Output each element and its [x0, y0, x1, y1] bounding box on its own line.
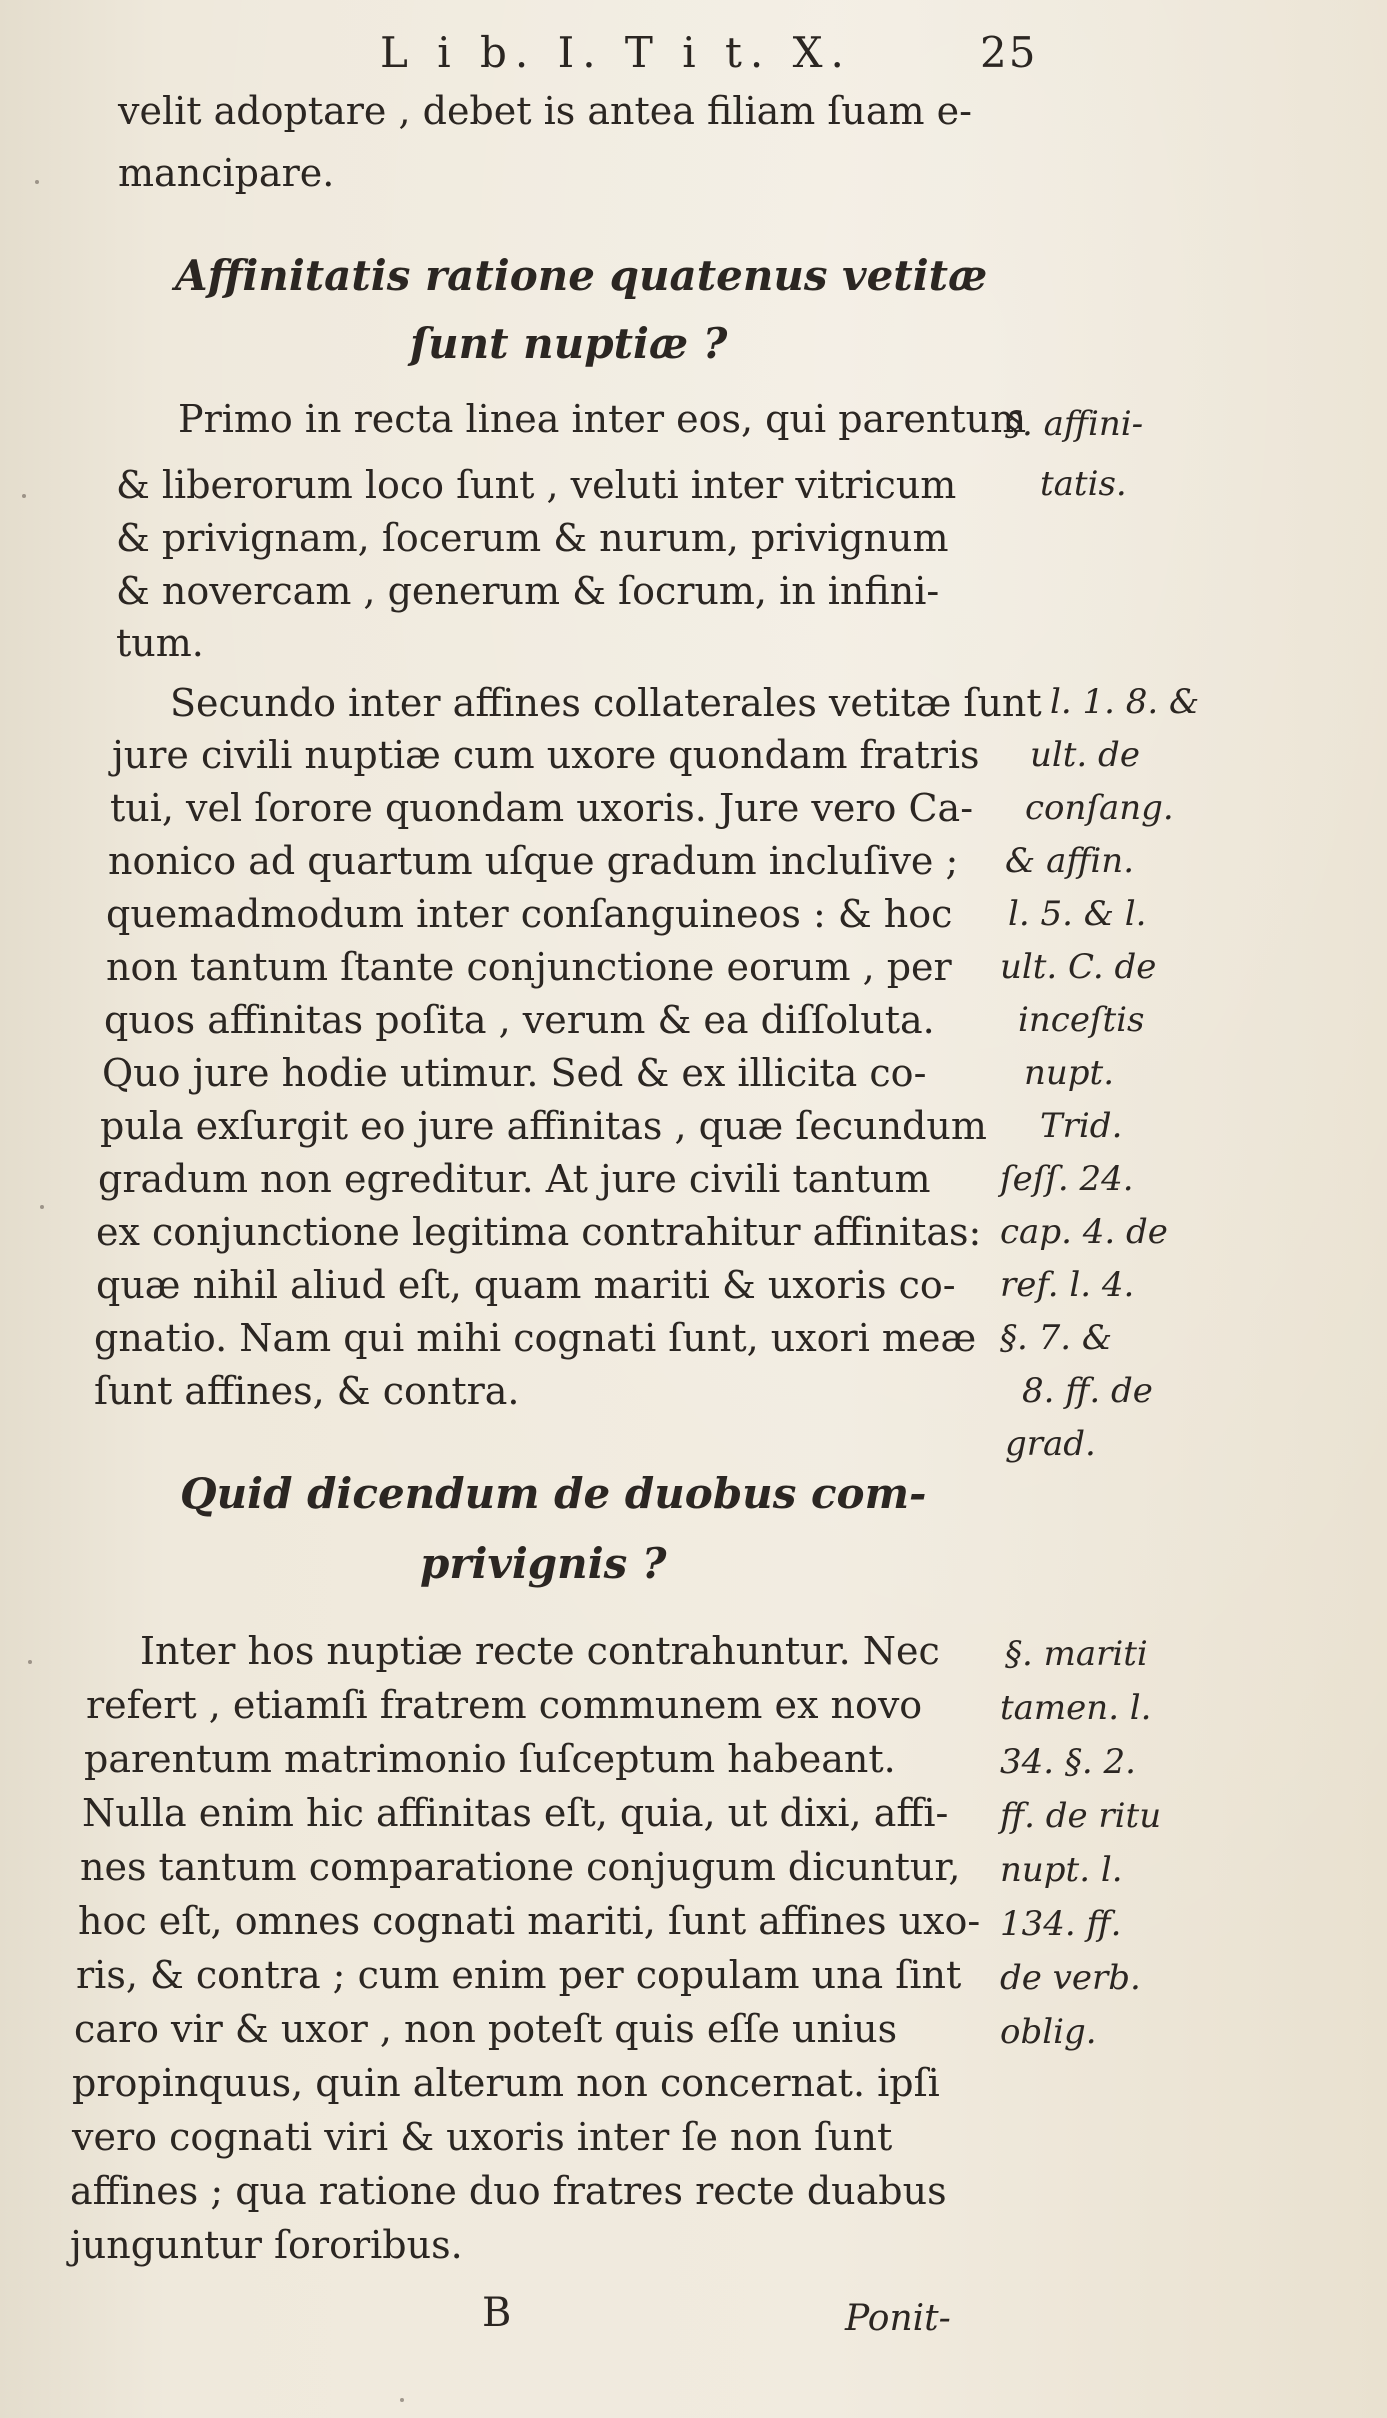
text-line: tum.: [116, 621, 204, 665]
text-line: jure civili nuptiæ cum uxore quondam fratris: [112, 733, 980, 777]
text-line: quos affinitas poſita , verum & ea diſſoluta.: [104, 998, 935, 1042]
margin-note: ff. de ritu: [1000, 1796, 1162, 1836]
margin-note: 8. ff. de: [1022, 1371, 1153, 1411]
margin-note: cap. 4. de: [1000, 1212, 1168, 1252]
paper-speck: [40, 1205, 44, 1209]
paper-speck: [400, 2398, 404, 2402]
text-line: ex conjunctione legitima contrahitur affinitas:: [96, 1210, 982, 1254]
text-line: ris, & contra ; cum enim per copulam una ſint: [76, 1953, 962, 1997]
signature-mark: B: [482, 2290, 512, 2336]
text-line: affines ; qua ratione duo fratres recte duabus: [70, 2169, 947, 2213]
paper-speck: [35, 180, 39, 184]
margin-note: ſeſſ. 24.: [1000, 1159, 1134, 1199]
margin-note: oblig.: [1000, 2012, 1097, 2052]
text-line: parentum matrimonio ſuſceptum habeant.: [84, 1737, 896, 1781]
margin-note: de verb.: [1000, 1958, 1141, 1998]
margin-note: ult. C. de: [1000, 947, 1157, 987]
text-line: mancipare.: [118, 151, 335, 195]
text-line: gradum non egreditur. At jure civili tantum: [98, 1157, 931, 1201]
text-line: Nulla enim hic affinitas eſt, quia, ut dixi, affi-: [82, 1791, 949, 1835]
text-line: & privignam, ſocerum & nurum, privignum: [116, 516, 949, 560]
margin-note: ref. l. 4.: [1000, 1265, 1135, 1305]
margin-note: l. 5. & l.: [1008, 894, 1147, 934]
margin-note: tamen. l.: [1000, 1688, 1152, 1728]
section-heading: Quid dicendum de duobus com-: [180, 1469, 927, 1518]
page-number: 25: [980, 28, 1038, 77]
text-line: caro vir & uxor , non poteſt quis eſſe unius: [74, 2007, 898, 2051]
text-line: nonico ad quartum uſque gradum incluſive ;: [108, 839, 959, 883]
catchword: Ponit-: [845, 2298, 951, 2339]
text-line: Primo in recta linea inter eos, qui parentum: [178, 397, 1027, 441]
paper-speck: [22, 494, 26, 498]
text-line: hoc eſt, omnes cognati mariti, ſunt affines uxo-: [78, 1899, 981, 1943]
margin-note: grad.: [1005, 1424, 1096, 1464]
margin-note: conſang.: [1025, 788, 1174, 828]
section-heading: Affinitatis ratione quatenus vetitæ: [175, 251, 988, 300]
text-line: & novercam , generum & ſocrum, in infini-: [116, 569, 940, 613]
margin-note: ult. de: [1030, 735, 1140, 775]
text-line: vero cognati viri & uxoris inter ſe non ſunt: [72, 2115, 893, 2159]
margin-note: l. 1. 8. &: [1050, 682, 1200, 722]
text-line: refert , etiamſi fratrem communem ex novo: [86, 1683, 923, 1727]
margin-note: & affin.: [1005, 841, 1135, 881]
section-heading: ſunt nuptiæ ?: [410, 319, 728, 368]
margin-note: inceſtis: [1018, 1000, 1145, 1040]
text-line: junguntur ſororibus.: [70, 2223, 463, 2267]
text-line: tui, vel ſorore quondam uxoris. Jure vero Ca-: [110, 786, 974, 830]
margin-note: 134. ff.: [1000, 1904, 1122, 1944]
text-line: Inter hos nuptiæ recte contrahuntur. Nec: [140, 1629, 940, 1673]
margin-note: nupt. l.: [1000, 1850, 1123, 1890]
paper-speck: [28, 1660, 32, 1664]
text-line: non tantum ſtante conjunctione eorum , per: [106, 945, 952, 989]
text-line: velit adoptare , debet is antea filiam ſuam e-: [118, 89, 972, 133]
text-line: ſunt affines, & contra.: [94, 1369, 520, 1413]
margin-note: §. affini-: [1005, 404, 1144, 444]
text-line: & liberorum loco ſunt , veluti inter vitricum: [116, 463, 957, 507]
margin-note: nupt.: [1024, 1053, 1115, 1093]
running-title: L i b. I. T i t. X.: [380, 28, 852, 77]
text-line: Quo jure hodie utimur. Sed & ex illicita co-: [102, 1051, 927, 1095]
text-line: nes tantum comparatione conjugum dicuntur,: [80, 1845, 961, 1889]
text-line: pula exſurgit eo jure affinitas , quæ ſecundum: [100, 1104, 987, 1148]
margin-note: 34. §. 2.: [1000, 1742, 1136, 1782]
margin-note: tatis.: [1040, 464, 1127, 504]
text-line: quemadmodum inter conſanguineos : & hoc: [106, 892, 953, 936]
text-line: gnatio. Nam qui mihi cognati ſunt, uxori meæ: [94, 1316, 977, 1360]
running-header: [380, 28, 1080, 88]
text-line: propinquus, quin alterum non concernat. ipſi: [72, 2061, 940, 2105]
section-heading: privignis ?: [420, 1539, 667, 1588]
margin-note: §. mariti: [1005, 1634, 1148, 1674]
text-line: Secundo inter affines collaterales vetitæ ſunt: [170, 681, 1042, 725]
text-line: quæ nihil aliud eſt, quam mariti & uxoris co-: [96, 1263, 956, 1307]
margin-note: §. 7. &: [1000, 1318, 1113, 1358]
margin-note: Trid.: [1040, 1106, 1123, 1146]
